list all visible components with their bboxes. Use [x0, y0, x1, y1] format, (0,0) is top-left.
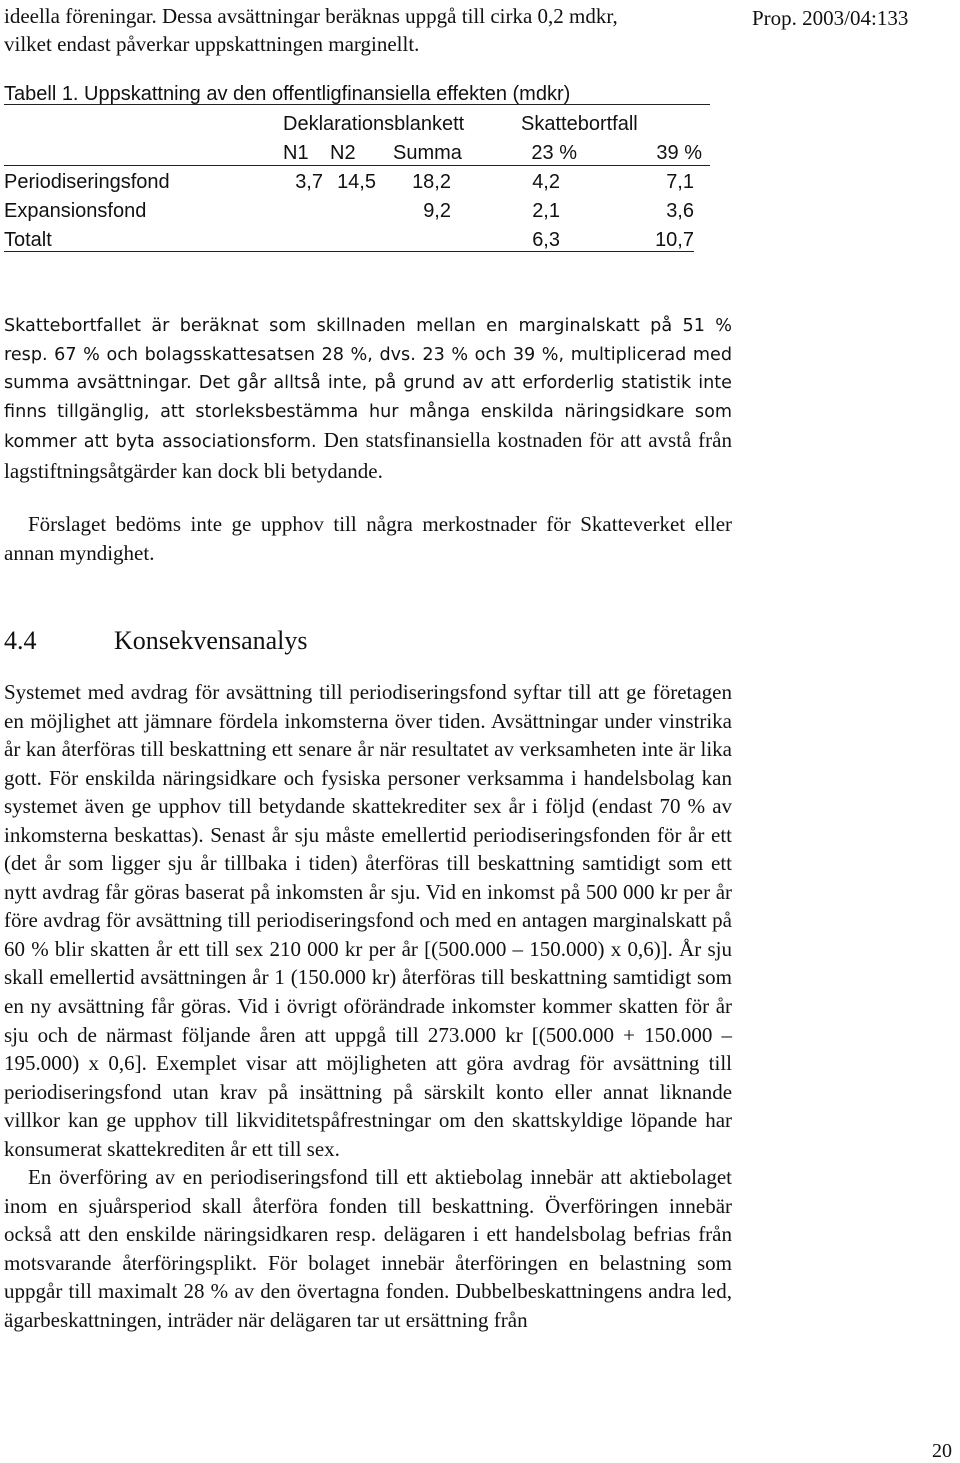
- column-header: N2: [330, 142, 356, 164]
- text-line: på inkomsten år sju. Vid en inkomst på 500 000 kr per år före avdrag för: [4, 879, 733, 933]
- cell-summa: 18,2: [412, 171, 451, 193]
- paragraph: [4, 1163, 732, 1334]
- row-label: Expansionsfond: [4, 200, 147, 222]
- body-text: [4, 678, 732, 1335]
- text-line: För bolaget innebär återföringen en belastning som uppgår till maximalt: [4, 1250, 733, 1304]
- text-line: Den statsfinansiella kostnaden för att avstå från lagstiftningsåtgärder kan: [4, 428, 732, 483]
- cell-23: 4,2: [532, 171, 560, 193]
- note-paragraph: [4, 312, 732, 487]
- row-label: Periodiseringsfond: [4, 171, 170, 193]
- cell-39: 10,7: [655, 229, 694, 251]
- table-row: [4, 197, 710, 225]
- paragraph: [4, 510, 732, 567]
- cell-23: 6,3: [532, 229, 560, 251]
- column-header: 23 %: [531, 142, 577, 164]
- table-row: [4, 226, 710, 254]
- table-note: [4, 312, 732, 487]
- text-line: avsättning till periodiseringsfond och med en antagen marginalskatt på: [135, 908, 732, 933]
- text-line: En överföring av en periodiseringsfond till ett aktiebolag innebär att: [28, 1165, 622, 1190]
- group-header: Skattebortfall: [521, 113, 638, 135]
- table-header-rule: [4, 165, 710, 166]
- column-header: N1: [283, 142, 309, 164]
- cell-23: 2,1: [532, 200, 560, 222]
- cell-39: 3,6: [666, 200, 694, 222]
- text-line: (endast 70 % av inkomsterna beskattas). Senast år sju måste emellertid: [4, 794, 733, 847]
- text-line: många enskilda näringsidkare som kommer att byta associationsform.: [4, 401, 732, 452]
- text-line: delägaren i ett handelsbolag befrias från motsvarande återföringsplikt.: [4, 1222, 732, 1275]
- text-line: periodiseringsfonden för år ett (det år som ligger sju år tillbaka i tiden): [4, 822, 733, 876]
- text-line: Skatteverket eller annan myndighet.: [4, 512, 733, 565]
- text-line: Förslaget bedöms inte ge upphov till några merkostnader för: [28, 512, 571, 536]
- cell-n2: 14,5: [337, 171, 376, 193]
- text-line: aktiebolaget inom en sjuårsperiod skall återföra fonden till beskattning.: [4, 1165, 732, 1218]
- text-line: vilket endast påverkar uppskattningen marginellt.: [4, 32, 420, 56]
- table-caption: Tabell 1. Uppskattning av den offentligfinansiella effekten (mdkr): [4, 83, 571, 105]
- text-line: skattskyldige löpande har konsumerat skattekrediten år ett till sex.: [4, 1108, 733, 1161]
- text-line: ideella föreningar. Dessa avsättningar beräknas uppgå till cirka 0,2 mdkr,: [4, 4, 618, 28]
- table-top-rule: [4, 104, 710, 105]
- group-header: Deklarationsblankett: [283, 113, 465, 135]
- text-line: näringsidkare och fysiska personer verksamma i handelsbolag kan: [162, 765, 732, 790]
- text-line: Avsättningar under vinstrika år kan återföras till beskattning ett senare år: [4, 708, 732, 762]
- intro-text: [4, 2, 739, 58]
- table-column-header-row: [4, 139, 710, 167]
- text-line: beskattning samtidigt som en ny avsättning får göras. Vid i övrigt: [4, 965, 732, 1019]
- column-header: 39 %: [656, 142, 702, 164]
- text-line: liknande villkor kan ge upphov till likviditetspåfrestningar om den: [4, 1079, 733, 1133]
- text-line: 60 % blir skatten år ett till sex 210 000 kr per år [(500.000 – 150.000) x: [4, 936, 622, 961]
- cell-39: 7,1: [666, 171, 694, 193]
- document-reference: Prop. 2003/04:133: [752, 6, 909, 30]
- paragraph: [4, 678, 732, 1163]
- table-bottom-rule: [4, 251, 694, 252]
- cell-n1: 3,7: [295, 171, 323, 193]
- text-line: periodiseringsfond utan krav på insättning på särskilt konto eller annat: [4, 1079, 649, 1104]
- text-line: dock bli betydande.: [217, 458, 383, 483]
- section-title: Konsekvensanalys: [114, 626, 308, 655]
- section-heading: [4, 624, 308, 658]
- text-line: 28 % av den övertagna fonden. Dubbelbeskattningens andra led,: [183, 1279, 732, 1304]
- text-line: 51 % resp. 67 % och bolagsskattesatsen 28 %, dvs. 23 % och 39 %,: [4, 316, 733, 365]
- text-line: åren att uppgå till 273.000 kr [(500.000 + 150.000 – 195.000) x 0,6].: [4, 1022, 732, 1076]
- text-line: Systemet med avdrag för avsättning till periodiseringsfond syftar till att: [4, 680, 620, 704]
- table-row: [4, 168, 710, 196]
- text-line: Skattebortfallet är beräknat som skillnaden mellan en marginalskatt på: [4, 316, 673, 336]
- column-header: Summa: [393, 142, 462, 164]
- text-line: 0,6)]. År sju skall emellertid avsättningen år 1 (150.000 kr) återföras till: [4, 936, 733, 990]
- text-line: multiplicerad med summa avsättningar. Det går alltså inte, på grund av: [4, 344, 733, 393]
- table-group-header-row: [4, 110, 710, 138]
- cell-summa: 9,2: [423, 200, 451, 222]
- note-paragraph-2: [4, 510, 732, 567]
- section-number: 4.4: [4, 626, 37, 655]
- text-line: Överföringen innebär också att den enskilde näringsidkaren resp.: [4, 1193, 733, 1247]
- text-line: när resultatet av verksamheten inte är lika gott. För enskilda: [4, 737, 733, 790]
- page-number: 20: [932, 1440, 952, 1462]
- text-line: Exemplet visar att möjligheten att göra avdrag för avsättning till: [156, 1051, 732, 1076]
- row-label: Totalt: [4, 229, 52, 251]
- text-line: oförändrade inkomster kommer skatten för år sju och de närmast följande: [4, 994, 733, 1047]
- text-line: återföras till beskattning samtidigt som ett nytt avdrag får göras baserat: [4, 851, 732, 904]
- text-line: systemet även ge upphov till betydande skattekrediter sex år i följd: [4, 794, 585, 819]
- text-line: att erforderlig statistik inte finns tillgänglig, att storleksbestämma hur: [4, 373, 732, 422]
- text-line: ägarbeskattningen, inträder när delägaren tar ut ersättning från: [4, 1308, 528, 1333]
- text-line: ge företagen en möjlighet att jämnare fördela inkomsterna över tiden.: [4, 680, 733, 733]
